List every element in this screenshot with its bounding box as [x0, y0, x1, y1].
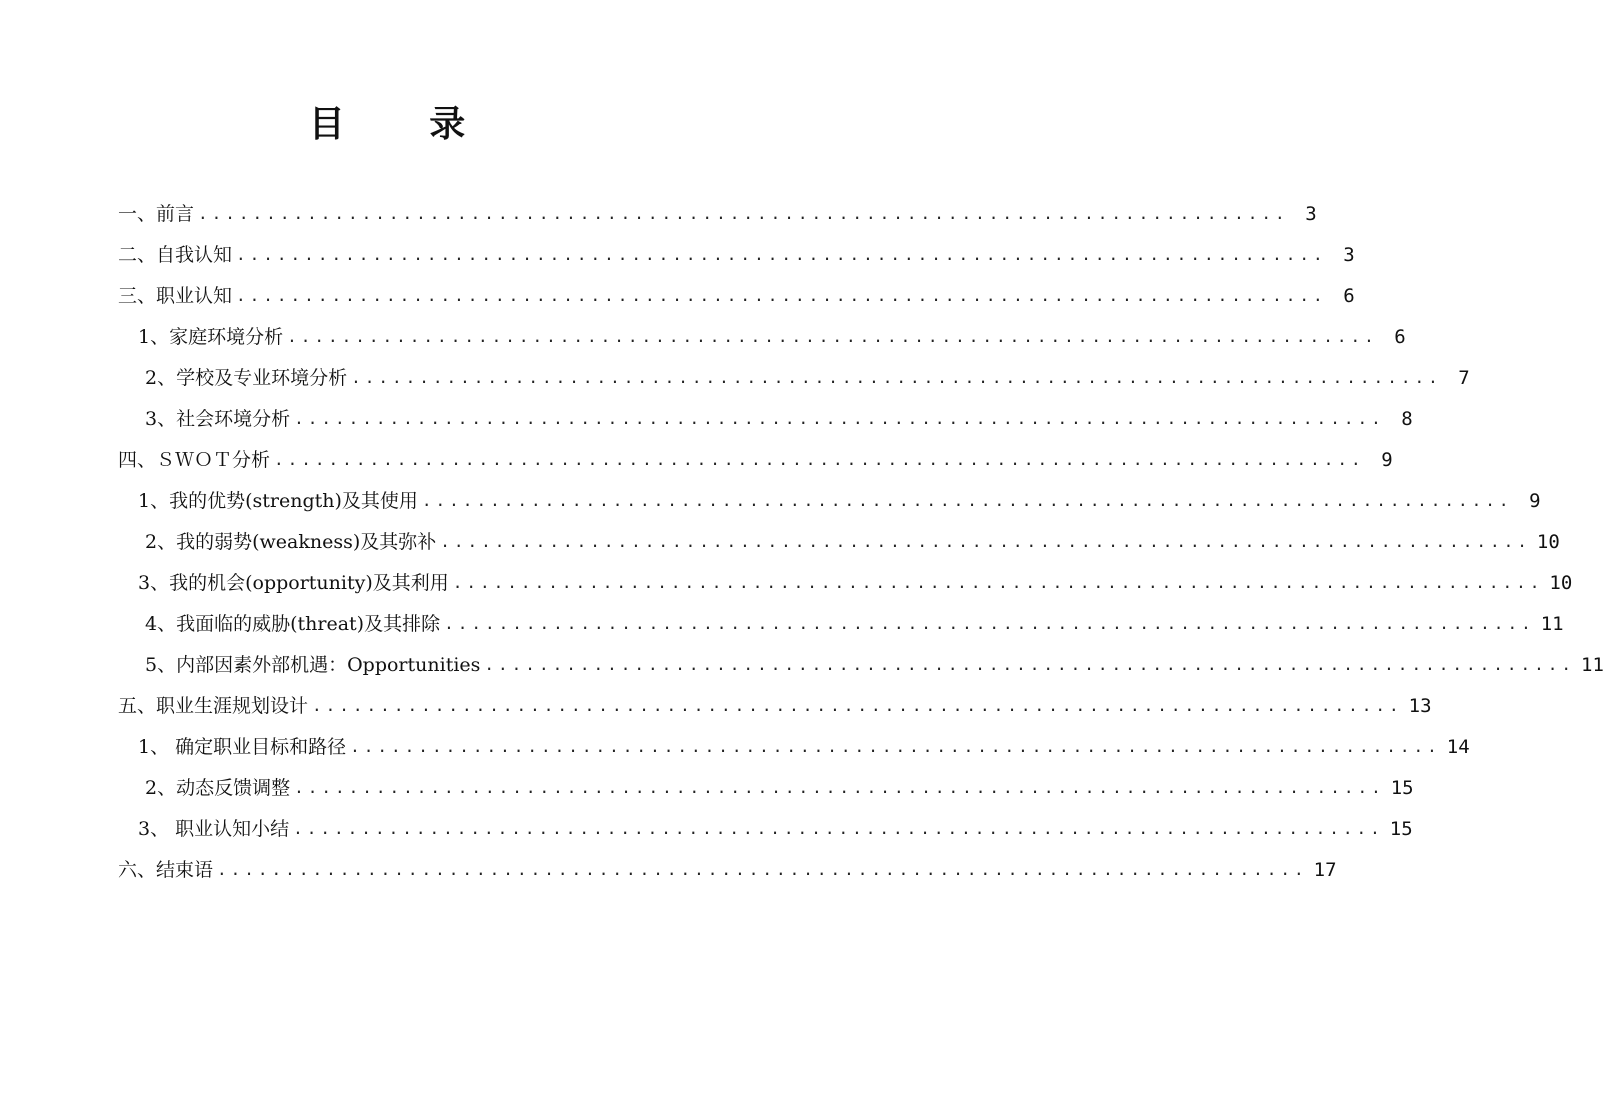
toc-entry-label: 四、ＳＷＯＴ分析 [118, 449, 271, 471]
toc-entry-page-number: 10 [1549, 572, 1573, 594]
toc-entry-weaknesses[interactable] [145, 527, 1560, 557]
toc-entry-swot-analysis[interactable] [118, 445, 1393, 475]
toc-leader-dots: ................................................................................ [444, 614, 1535, 633]
toc-entry-page-number: 13 [1408, 695, 1432, 717]
toc-entry-label: 1、我的优势(strength)及其使用 [138, 490, 418, 512]
toc-entry-label: 五、职业生涯规划设计 [118, 695, 309, 717]
toc-leader-dots: ................................................................................ [217, 860, 1308, 879]
toc-entry-label: 3、我的机会(opportunity)及其利用 [138, 572, 449, 594]
toc-entry-label: 1、 确定职业目标和路径 [138, 736, 347, 758]
toc-leader-dots: ................................................................................ [351, 368, 1442, 387]
toc-entry-label: 六、结束语 [118, 859, 214, 881]
toc-entry-career-cognition[interactable] [118, 281, 1355, 311]
toc-leader-dots: ................................................................................ [294, 409, 1385, 428]
toc-leader-dots: ................................................................................ [350, 737, 1441, 756]
toc-entry-label: 三、职业认知 [118, 285, 233, 307]
toc-entry-dynamic-feedback[interactable] [145, 773, 1414, 803]
toc-leader-dots: ................................................................................ [236, 286, 1327, 305]
toc-entry-label: 2、我的弱势(weakness)及其弥补 [145, 531, 437, 553]
toc-entry-page-number: 17 [1313, 859, 1337, 881]
toc-leader-dots: ................................................................................ [294, 778, 1385, 797]
toc-entry-page-number: 15 [1390, 777, 1414, 799]
toc-entry-internal-external-factors[interactable] [145, 650, 1604, 680]
toc-entry-career-planning[interactable] [118, 691, 1432, 721]
toc-entry-label: 4、我面临的威胁(threat)及其排除 [145, 613, 441, 635]
toc-leader-dots: ................................................................................ [421, 491, 1513, 510]
toc-entry-page-number: 9 [1529, 490, 1541, 512]
toc-entry-page-number: 11 [1540, 613, 1564, 635]
toc-entry-label: 3、 职业认知小结 [138, 818, 290, 840]
toc-entry-label: 2、动态反馈调整 [145, 777, 291, 799]
toc-entry-school-environment[interactable] [145, 363, 1470, 393]
page-title: 目 录 [308, 103, 502, 145]
toc-entry-page-number: 10 [1536, 531, 1560, 553]
toc-entry-page-number: 8 [1401, 408, 1413, 430]
toc-entry-page-number: 3 [1343, 244, 1355, 266]
toc-entry-strengths[interactable] [138, 486, 1541, 516]
toc-entry-label: 5、内部因素外部机遇：Opportunities [145, 654, 481, 676]
toc-entry-page-number: 7 [1458, 367, 1470, 389]
toc-entry-page-number: 11 [1581, 654, 1604, 676]
toc-entry-page-number: 15 [1389, 818, 1413, 840]
toc-entry-preface[interactable] [118, 199, 1317, 229]
toc-entry-opportunities[interactable] [138, 568, 1573, 598]
toc-leader-dots: ................................................................................ [452, 573, 1544, 592]
toc-entry-label: 2、学校及专业环境分析 [145, 367, 348, 389]
toc-entry-page-number: 9 [1381, 449, 1393, 471]
toc-leader-dots: ................................................................................ [236, 245, 1327, 264]
toc-entry-page-number: 6 [1394, 326, 1406, 348]
toc-entry-label: 二、自我认知 [118, 244, 233, 266]
toc-leader-dots: ................................................................................ [287, 327, 1378, 346]
toc-entry-page-number: 3 [1305, 203, 1317, 225]
toc-leader-dots: ................................................................................ [274, 450, 1365, 469]
toc-entry-self-cognition[interactable] [118, 240, 1355, 270]
toc-entry-family-environment[interactable] [138, 322, 1406, 352]
toc-entry-threats[interactable] [145, 609, 1564, 639]
toc-entry-page-number: 6 [1343, 285, 1355, 307]
toc-entry-label: 3、社会环境分析 [145, 408, 291, 430]
toc-leader-dots: ................................................................................ [293, 819, 1384, 838]
toc-leader-dots: ................................................................................ [484, 655, 1576, 674]
toc-leader-dots: ................................................................................ [312, 696, 1403, 715]
toc-entry-page-number: 14 [1446, 736, 1470, 758]
toc-entry-label: 一、前言 [118, 203, 195, 225]
toc-entry-conclusion[interactable] [118, 855, 1337, 885]
toc-entry-social-environment[interactable] [145, 404, 1413, 434]
toc-entry-label: 1、家庭环境分析 [138, 326, 284, 348]
toc-leader-dots: ................................................................................ [440, 532, 1531, 551]
toc-leader-dots: ................................................................................ [198, 204, 1289, 223]
toc-entry-career-goals[interactable] [138, 732, 1470, 762]
toc-entry-career-summary[interactable] [138, 814, 1413, 844]
